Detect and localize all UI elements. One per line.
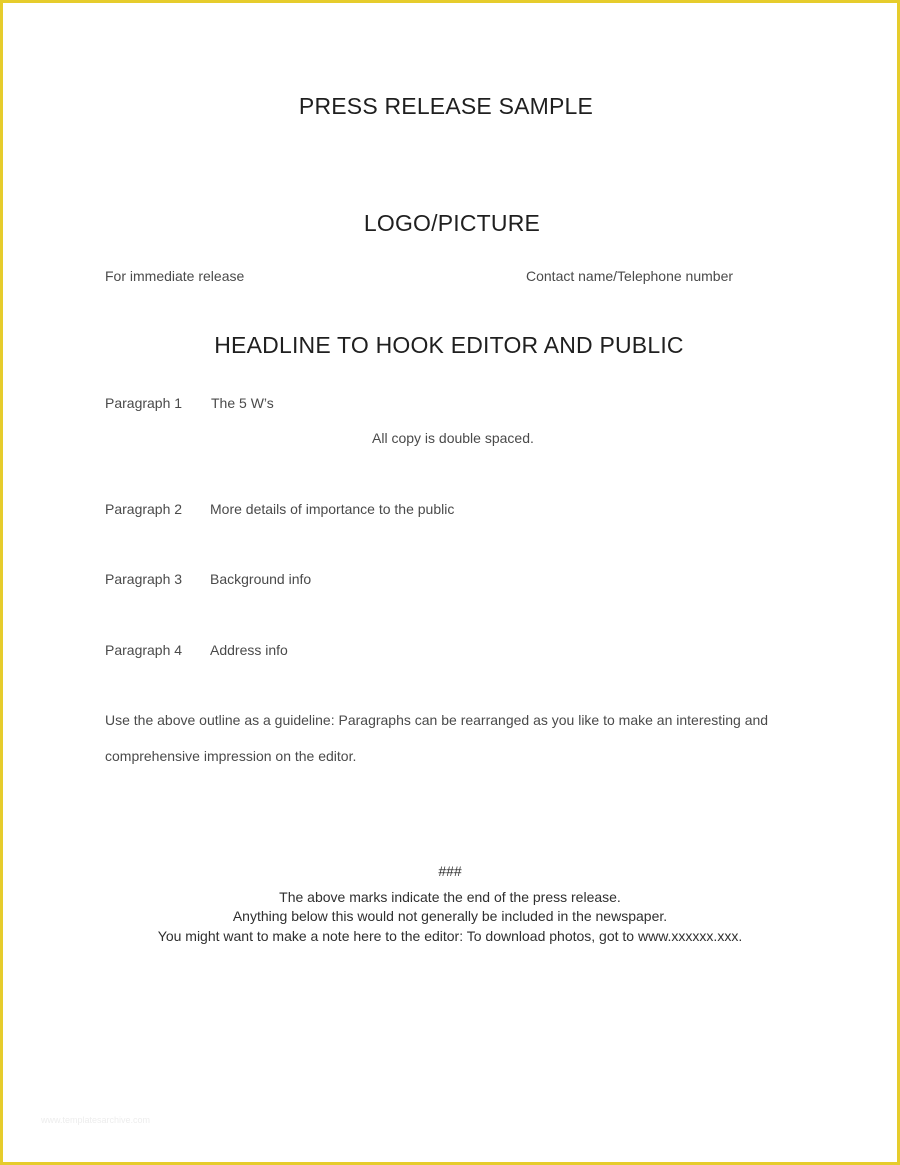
headline: HEADLINE TO HOOK EDITOR AND PUBLIC: [214, 332, 684, 358]
footer-line: You might want to make a note here to the editor: To download photos, got to www.xxxxxx.xxx.: [157, 928, 743, 944]
paragraph-text: More details of importance to the public: [210, 501, 455, 517]
watermark: www.templatesarchive.com: [41, 1115, 151, 1125]
logo-placeholder: LOGO/PICTURE: [363, 210, 541, 236]
paragraph-text: Background info: [210, 571, 312, 587]
paragraph-label: Paragraph 3: [105, 571, 183, 587]
paragraph-text: Address info: [210, 642, 288, 658]
contact-label: Contact name/Telephone number: [526, 268, 734, 284]
paragraph-label: Paragraph 1: [105, 395, 183, 411]
paragraph-label: Paragraph 4: [105, 642, 183, 658]
footer-line: Anything below this would not generally be included in the newspaper.: [232, 908, 668, 924]
release-label: For immediate release: [105, 268, 245, 284]
footer-line: The above marks indicate the end of the press release.: [279, 889, 621, 905]
paragraph-label: Paragraph 2: [105, 501, 183, 517]
paragraph-text: The 5 W’s: [211, 395, 274, 411]
guideline-text-line1: Use the above outline as a guideline: Paragraphs can be rearranged as you like to make an interesting and: [105, 712, 769, 728]
spacing-note: All copy is double spaced.: [372, 430, 534, 446]
guideline-text-line2: comprehensive impression on the editor.: [105, 748, 357, 764]
page-title: PRESS RELEASE SAMPLE: [298, 93, 594, 119]
end-marks: ###: [438, 863, 462, 879]
